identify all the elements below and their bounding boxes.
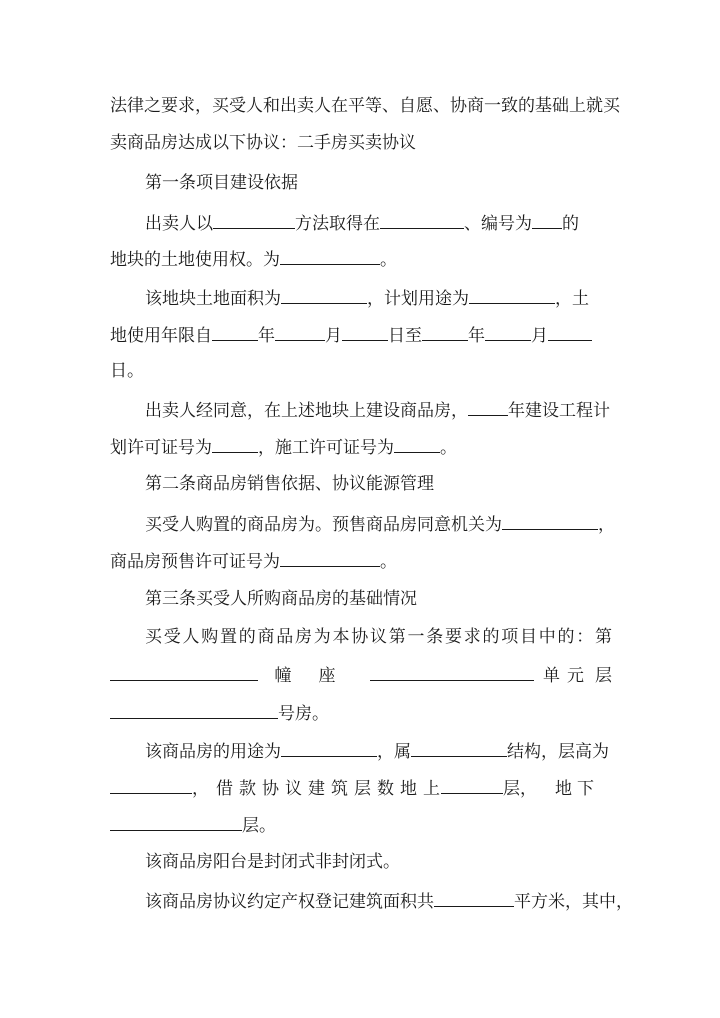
- text-span: 座: [318, 666, 336, 686]
- fill-blank: [380, 210, 464, 229]
- text-span: 议: [285, 779, 302, 799]
- text-span: ，施工许可证号为: [258, 438, 394, 458]
- fill-blank: [370, 662, 534, 681]
- text-span: 年建设工程计: [508, 401, 610, 421]
- paragraph-line: [110, 775, 612, 799]
- fill-blank: [468, 397, 508, 416]
- fill-blank: [502, 511, 598, 530]
- fill-blank: [281, 285, 367, 304]
- fill-blank: [110, 700, 278, 719]
- text-span: 日至: [388, 326, 422, 346]
- text-span: 幢: [274, 666, 292, 686]
- text-span: 该商品房协议约定产权登记建筑面积共: [145, 892, 434, 912]
- paragraph-line: [110, 322, 612, 346]
- paragraph-line: 日。: [110, 361, 144, 381]
- text-span: 该地块土地面积为: [145, 289, 281, 309]
- fill-blank: [275, 322, 325, 341]
- fill-blank: [548, 322, 592, 341]
- text-span: 月: [531, 326, 548, 346]
- text-span: 结构，层高为: [507, 742, 609, 762]
- fill-blank: [411, 738, 507, 757]
- text-span: 层: [595, 666, 612, 686]
- fill-blank: [280, 246, 380, 265]
- text-span: ，属: [377, 742, 411, 762]
- fill-blank: [485, 322, 531, 341]
- fill-blank: [422, 322, 468, 341]
- fill-blank: [469, 285, 555, 304]
- text-span: 的: [562, 214, 579, 234]
- text-span: 方法取得在: [295, 214, 380, 234]
- text-span: 筑: [331, 779, 348, 799]
- section-heading: 第一条项目建设依据: [145, 173, 298, 193]
- text-span: 月: [325, 326, 342, 346]
- text-span: 划许可证号为: [110, 438, 212, 458]
- text-span: 。: [440, 438, 457, 458]
- paragraph-line: [110, 812, 612, 836]
- text-span: 建: [308, 779, 325, 799]
- paragraph-line: 法律之要求，买受人和出卖人在平等、自愿、协商一致的基础上就买: [110, 96, 620, 116]
- text-span: 年: [258, 326, 275, 346]
- paragraph-line: [145, 511, 615, 535]
- text-span: 数: [377, 779, 394, 799]
- paragraph-line: [145, 210, 612, 234]
- text-span: 该商品房的用途为: [145, 742, 281, 762]
- fill-blank: [110, 812, 242, 831]
- text-span: 。: [380, 250, 397, 270]
- fill-blank: [212, 322, 258, 341]
- paragraph-line: [145, 397, 612, 421]
- fill-blank: [110, 775, 192, 794]
- fill-blank: [280, 548, 380, 567]
- section-heading: 第二条商品房销售依据、协议能源管理: [145, 474, 434, 494]
- fill-blank: [532, 210, 562, 229]
- paragraph-line: [110, 700, 612, 724]
- fill-blank: [342, 322, 388, 341]
- paragraph-line: [110, 434, 612, 458]
- paragraph-line: [145, 285, 612, 309]
- paragraph-line: [145, 738, 612, 762]
- text-span: 商品房预售许可证号为: [110, 552, 280, 572]
- text-span: 元: [567, 666, 584, 686]
- fill-blank: [212, 434, 258, 453]
- text-span: 地: [400, 779, 417, 799]
- text-span: ，: [192, 779, 209, 799]
- text-span: 层，: [503, 779, 537, 799]
- text-span: 协: [262, 779, 279, 799]
- text-span: 单: [543, 666, 560, 686]
- text-span: 层。: [242, 816, 276, 836]
- text-span: 年: [468, 326, 485, 346]
- paragraph-line: [110, 548, 612, 572]
- text-span: 买受人购置的商品房为。预售商品房同意机关为: [145, 515, 502, 535]
- text-span: 款: [239, 779, 256, 799]
- paragraph-line: 该商品房阳台是封闭式非封闭式。: [145, 852, 400, 872]
- text-span: ，计划用途为: [367, 289, 469, 309]
- text-span: 、编号为: [464, 214, 532, 234]
- text-span: 层: [354, 779, 371, 799]
- fill-blank: [441, 775, 503, 794]
- paragraph-line: [110, 662, 612, 686]
- fill-blank: [281, 738, 377, 757]
- section-heading: 第三条买受人所购商品房的基础情况: [145, 589, 417, 609]
- text-span: 下: [577, 779, 594, 799]
- text-span: 上: [423, 779, 440, 799]
- text-span: 。: [380, 552, 397, 572]
- text-span: 号房。: [278, 704, 329, 724]
- paragraph-line: 卖商品房达成以下协议：二手房买卖协议: [110, 133, 416, 153]
- paragraph-line: [145, 888, 633, 912]
- text-span: 地块的土地使用权。为: [110, 250, 280, 270]
- text-span: 出卖人经同意，在上述地块上建设商品房，: [145, 401, 468, 421]
- text-span: 出卖人以: [145, 214, 213, 234]
- text-span: ，土: [555, 289, 589, 309]
- fill-blank: [213, 210, 295, 229]
- text-span: 平方米，其中，: [514, 892, 633, 912]
- text-span: 借: [216, 779, 233, 799]
- text-span: ，: [598, 515, 615, 535]
- fill-blank: [394, 434, 440, 453]
- fill-blank: [434, 888, 514, 907]
- fill-blank: [110, 662, 258, 681]
- text-span: 地使用年限自: [110, 326, 212, 346]
- text-span: 地: [555, 779, 572, 799]
- paragraph-line: [110, 246, 612, 270]
- paragraph-line: 买受人购置的商品房为本协议第一条要求的项目中的：第: [145, 627, 612, 647]
